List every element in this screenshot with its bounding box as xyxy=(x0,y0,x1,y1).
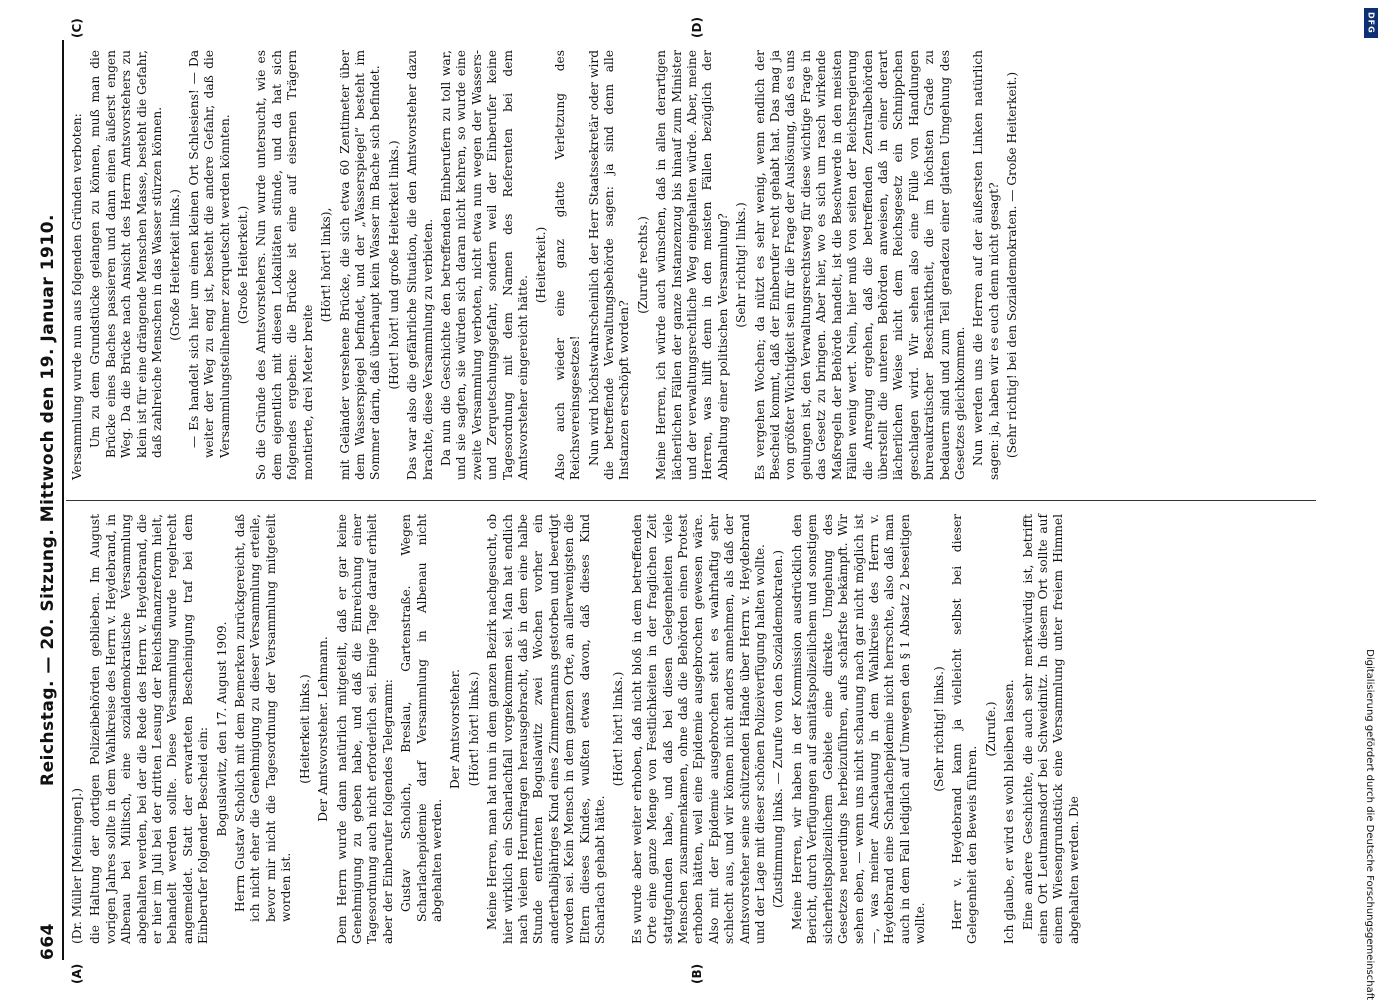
interjection: (Heiterkeit links.) xyxy=(297,674,312,784)
paragraph: Nun wird höchstwahrscheinlich der Herr Staatssekretär oder wird die betreffende Verwaltungsbehörde sagen: ja sind denn alle Instanzen erschöpft worden? xyxy=(586,50,632,480)
paragraph: Versammlung wurde nun aus folgenden Gründen verboten: xyxy=(70,113,84,480)
page-number: 664 xyxy=(38,923,58,960)
paragraph: Herrn Gustav Scholich mit dem Bemerken zurückgereicht, daß ich nicht eher die Genehmigung zu dieser Versammlung erteile, bevor mir nicht die Tagesordnung der Versammlung mitgeteilt worden ist. xyxy=(233,514,294,922)
paragraph: Gustav Scholich, Breslau, Gartenstraße. Wegen Scharlachepidemie darf Versammlung in Albenau nicht abgehalten werden. xyxy=(399,514,444,922)
margin-mark-d: (D) xyxy=(690,17,704,38)
paragraph: Herr v. Heydebrand kann ja vielleicht selbst bei dieser Gelegenheit den Beweis führen. xyxy=(949,514,980,944)
paragraph: Eine andere Geschichte, die auch sehr merkwürdig ist, betrifft einen Ort Leutmannsdorf bei Schweidnitz. In diesem Ort sollte auf einem Wiesengrundstück eine Versammlung unter freiem Himmel abgehalten werden. Die xyxy=(1020,514,1081,944)
paragraph: Also auch wieder eine ganz glatte Verletzung des Reichsvereinsgesetzes! xyxy=(552,50,583,480)
interjection: (Hört! hört! links.) xyxy=(611,671,626,787)
interjection: (Sehr richtig! bei den Sozialdemokraten. — Große Heiterkeit.) xyxy=(1005,71,1020,459)
interjection: (Sehr richtig! links.) xyxy=(931,666,946,792)
paragraph: Meine Herren, ich würde auch wünschen, daß in allen derartigen lächerlichen Fällen der ganze Instanzenzug bis hinauf zum Minister und der verwaltungsrechtliche Weg eingehalten würde. Aber, meine Herren, was hilft denn in den meisten Fällen bezüglich der Abhaltung einer politischen Versammlung? xyxy=(654,50,730,480)
page-header xyxy=(30,40,62,960)
column-separator xyxy=(66,500,1316,501)
interjection: (Zurufe.) xyxy=(983,701,998,757)
margin-mark-b: (B) xyxy=(690,963,704,984)
credit-text: Digitalisierung gefördert durch die Deutsche Forschungsgemeinschaft xyxy=(1364,649,1375,1000)
paragraph: Da nun die Geschichte den betreffenden Einberufern zu toll war, und sie sagten, sie würden sich daran nicht kehren, so wurde eine zweite Versammlung verboten, nicht etwa nun wegen der Wassers- und Zerquetschungsgefahr, sondern weil der Einberufer keine Tagesordnung mit dem Namen des Referenten bei dem Amtsvorsteher eingereicht hätte. xyxy=(438,50,530,480)
paragraph: — Es handelt sich hier um einen kleinen Ort Schlesiens! — Da weiter der Weg zu eng ist, besteht die andere Gefahr, daß die Versammlungsteilnehmer zerquetscht werden könnten. xyxy=(186,50,232,458)
paragraph: Meine Herren, man hat nun in dem ganzen Bezirk nachgesucht, ob hier wirklich ein Scharlachfall vorgekommen sei. Man hat endlich nach vielem Herumfragen herausgebracht, daß in dem eine halbe Stunde entfernten Boguslawitz zwei Wochen vorher ein anderthalbjähriges Kind eines Zimmermanns gestorben und beerdigt worden sei. Kein Mensch in dem ganzen Orte, an allerwenigsten die Eltern dieses Kindes, wußten etwas davon, daß dieses Kind Scharlach gehabt hätte. xyxy=(485,514,607,944)
left-column xyxy=(70,514,1085,944)
paragraph: So die Gründe des Amtsvorstehers. Nun wurde untersucht, wie es dem eigentlich mit diesen Lokalitäten stünde, und da hat sich folgendes ergeben: die Brücke ist eine auf eisernen Trägern montierte, drei Meter breite xyxy=(254,50,315,480)
digitization-credit xyxy=(1358,0,1380,1000)
right-column xyxy=(70,50,1024,480)
paragraph: (Dr. Müller [Meiningen].) xyxy=(70,788,84,944)
paragraph: Der Amtsvorsteher. Lehmann. xyxy=(316,636,331,822)
margin-mark-a: (A) xyxy=(70,963,84,984)
running-title: Reichstag. — 20. Sitzung. Mittwoch den 19. Januar 1910. xyxy=(38,214,58,786)
interjection: (Zurufe rechts.) xyxy=(635,216,650,314)
interjection: (Sehr richtig! links.) xyxy=(734,202,749,328)
paragraph: Ich glaube, er wird es wohl bleiben lassen. xyxy=(1002,679,1017,944)
paragraph: Dem Herrn wurde dann natürlich mitgeteilt, daß er gar keine Genehmigung zu geben habe, und daß die Einreichung einer Tagesordnung auch nicht erforderlich sei. Einige Tage darauf erhielt aber der Einberufer folgendes Telegramm: xyxy=(334,514,395,944)
dfg-logo: DFG xyxy=(1364,8,1378,38)
interjection: (Hört! hört! links.) xyxy=(466,671,481,787)
paragraph: Es vergehen Wochen; da nützt es sehr wenig, wenn endlich der Bescheid kommt, daß der Einberufer recht gehabt hat. Das mag ja von größter Wichtigkeit sein für die Frage der Auslösung, daß es uns gelungen ist, den Verwaltungsrechtsweg für diese wichtige Frage in das Gesetz zu bringen. Aber hier, wo es sich um rasch wirkende Maßregeln der Behörde handelt, ist die Beschwerde in den meisten Fällen wenig wert. Nein, hier muß von seiten der Reichsregierung die Anregung ergehen, daß die betreffenden Zentralbehörden überstellt die unteren Behörden anweisen, daß in einer derart lächerlichen Weise nicht dem Reichsgesetz ein Schnippchen geschlagen wird. Wir sehen also eine Fülle von Handlungen bureaukratischer Beschränktheit, die im höchsten Grade zu bedauern sind und zum Teil geradezu einer glatten Umgehung des Gesetzes gleichkommen. xyxy=(752,50,967,480)
paragraph: die Haltung der dortigen Polizeibehörden geblieben. Im August vorigen Jahres sollte in dem Wahlkreise des Herrn v. Heydebrand, in Albenau bei Militsch, eine sozialdemokratische Versammlung abgehalten werden, bei der die Rede des Herrn v. Heydebrand, die er hier im Juli bei der dritten Lesung der Reichsfinanzreform hielt, behandelt werden sollte. Diese Versammlung wurde regelrecht angemeldet. Statt der erwarteten Bescheinigung traf bei dem Einberufer folgender Bescheid ein: xyxy=(88,514,211,944)
paragraph: mit Geländer versehene Brücke, die sich etwa 60 Zentimeter über dem Wasserspiegel befindet, und der „Wasserspiegel“ besteht im Sommer darin, daß überhaupt kein Wasser im Bache sich befindet. xyxy=(337,50,383,480)
interjection: (Heiterkeit.) xyxy=(534,226,549,304)
paragraph: Um zu dem Grundstücke gelangen zu können, muß man die Brücke eines Baches passieren und dann einen äußerst engen Weg. Da die Brücke nach Ansicht des Herrn Amtsvorstehers zu klein ist für eine drängende Menschen Masse, besteht die Gefahr, daß zahlreiche Menschen in das Wasser stürzen können. xyxy=(88,50,165,458)
paragraph: Das war also die gefährliche Situation, die den Amtsvorsteher dazu brachte, diese Versammlung zu verbieten. xyxy=(405,50,435,480)
interjection: (Große Heiterkeit.) xyxy=(236,205,251,325)
margin-mark-c: (C) xyxy=(70,18,84,38)
interjection: (Große Heiterkeit links.) xyxy=(168,189,183,341)
paragraph: Meine Herren, wir haben in der Kommission ausdrücklich den Bericht, durch Verfügungen auf sanitätspolizeilichem und sonstigem sicherheitspolizeilichem Gebiete eine direkte Umgehung des Gesetzes neuerdings herbeizuführen, aufs schärfste bekämpft. Wir sehen eben, — wenn uns nicht schauung nach gar nicht möglich ist —, was meiner Anschauung in dem Wahlkreise des Herrn v. Heydebrand eine Scharlachepidemie nicht herrschte, also daß man auch in dem Fall lediglich auf Umwegen den § 1 Absatz 2 beseitigen wollte. xyxy=(789,514,928,944)
interjection: (Hört! hört! links), xyxy=(319,207,334,323)
paragraph: Der Amtsvorsteher. xyxy=(448,668,463,790)
paragraph: Nun werden uns die Herren auf der äußersten Linken natürlich sagen: ja, haben wir es euch denn nicht gesagt? xyxy=(971,50,1001,480)
paragraph: Es wurde aber weiter erhoben, daß nicht bloß in dem betreffenden Orte eine ganze Menge von Festlichkeiten in der fraglichen Zeit stattgefunden habe, und daß bei diesen Gelegenheiten viele Menschen zusammenkamen, ohne daß die Behörden einen Protest erhoben hätten, weil eine Epidemie ausgebrochen gewesen wäre. Also mit der Epidemie ausgebrochen steht es wahrhaftig sehr schlecht aus, und wir können nicht anders annehmen, als daß der Amtsvorsteher seine schützenden Hände über Herrn v. Heydebrand und der Lage mit dieser schönen Polizeiverfügung halten wollte. xyxy=(629,514,768,944)
paragraph: Boguslawitz, den 17. August 1909. xyxy=(214,621,229,837)
interjection: (Zustimmung links. — Zurufe von den Sozialdemokraten.) xyxy=(771,549,786,909)
header-rule xyxy=(62,40,64,960)
interjection: (Hört! hört! und große Heiterkeit links.) xyxy=(386,140,401,390)
